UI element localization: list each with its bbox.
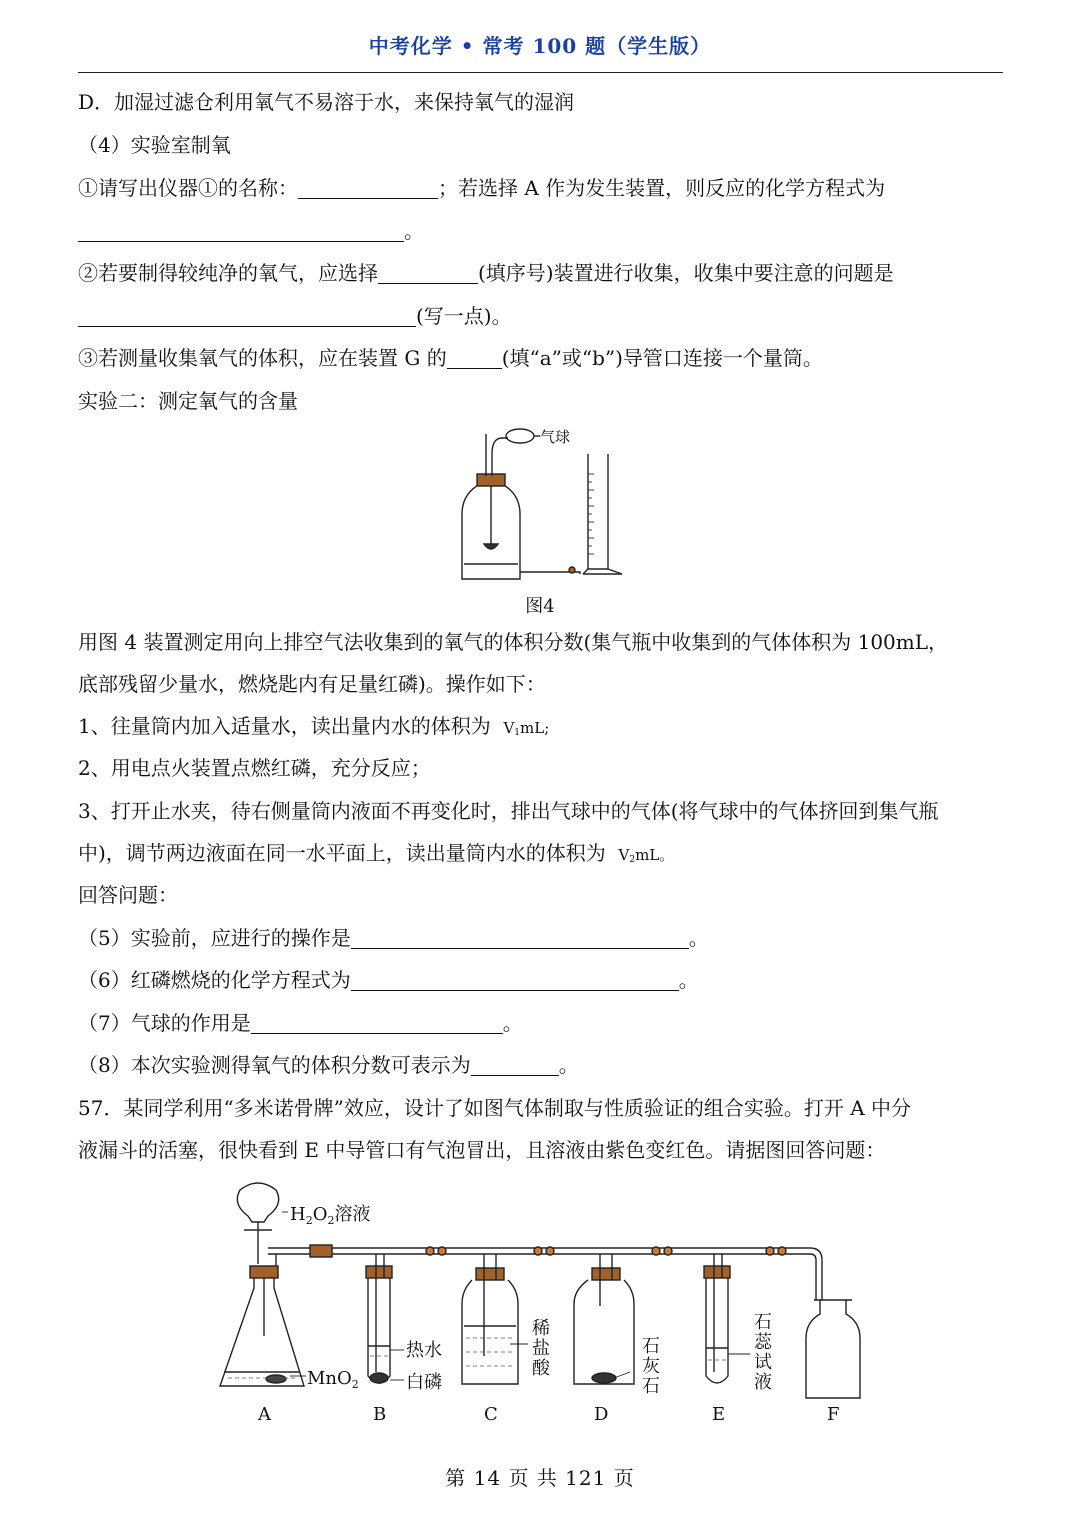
answer-blank[interactable]	[351, 970, 679, 991]
text-segment: 。	[558, 1053, 579, 1077]
apparatus-letter-f: F	[827, 1404, 840, 1425]
bottle-f	[806, 1300, 860, 1398]
dilute-hcl-label-1: 稀	[532, 1318, 550, 1339]
header-rule	[78, 72, 1003, 73]
text-line	[78, 342, 823, 371]
h2o2-label: $H_2O_2$溶液	[290, 1204, 371, 1227]
text-segment: （7）气球的作用是	[78, 1011, 251, 1035]
text-segment: 2	[629, 855, 636, 865]
balloon	[506, 429, 534, 443]
text-segment: mL。	[635, 846, 675, 864]
balloon-label: 气球	[540, 428, 571, 446]
text-segment: V	[618, 846, 630, 864]
text-line	[78, 710, 549, 739]
text-segment: ①请写出仪器①的名称：	[78, 176, 298, 200]
text-line: 液漏斗的活塞，很快看到 E 中导管口有气泡冒出，且溶液由紫色变红色。请据图回答问题：	[78, 1138, 886, 1162]
figure-57-apparatus	[210, 1176, 880, 1430]
text-line: 用图 4 装置测定用向上排空气法收集到的氧气的体积分数(集气瓶中收集到的气体体积为 100mL，	[78, 630, 949, 654]
text-segment: (写一点)。	[416, 304, 512, 328]
text-line: 3、打开止水夹，待右侧量筒内液面不再变化时，排出气球中的气体(将气球中的气体挤回到集气瓶	[78, 799, 939, 823]
text-segment: V	[503, 719, 515, 737]
text-line: 2、用电点火装置点燃红磷，充分反应；	[78, 756, 431, 780]
text-segment: (填序号)装置进行收集，收集中要注意的问题是	[478, 261, 894, 285]
text-segment: （5）实验前，应进行的操作是	[78, 926, 351, 950]
apparatus-letter-a: A	[258, 1404, 271, 1425]
text-line: 底部残留少量水，燃烧匙内有足量红磷)。操作如下：	[78, 672, 546, 696]
limestone-label-2: 灰	[642, 1356, 660, 1377]
measuring-cylinder	[588, 454, 608, 569]
text-line: 实验二：测定氧气的含量	[78, 389, 298, 413]
figure-4-apparatus	[440, 424, 640, 592]
litmus-label-4: 液	[754, 1372, 772, 1393]
separatory-funnel	[237, 1183, 278, 1222]
text-line	[78, 1007, 523, 1036]
text-segment: ；若选择 A 作为发生装置，则反应的化学方程式为	[438, 176, 886, 200]
text-line	[78, 257, 894, 286]
bottle-c	[462, 1280, 518, 1384]
answer-blank[interactable]	[251, 1013, 503, 1034]
text-line	[78, 215, 424, 244]
text-line	[78, 964, 699, 993]
white-phosphorus-label: 白磷	[406, 1372, 442, 1393]
text-segment: 。	[502, 1011, 523, 1035]
apparatus-letter-d: D	[594, 1404, 609, 1425]
text-segment: ②若要制得较纯净的氧气，应选择	[78, 261, 378, 285]
text-segment: 1	[514, 728, 521, 738]
combustion-spoon	[484, 544, 498, 549]
answer-blank[interactable]	[78, 221, 404, 242]
text-segment: 。	[678, 968, 699, 992]
text-segment: （6）红磷燃烧的化学方程式为	[78, 968, 351, 992]
text-line	[78, 172, 885, 201]
answer-blank[interactable]	[447, 348, 502, 369]
answer-blank[interactable]	[378, 263, 478, 284]
text-line	[78, 837, 674, 866]
mno2-label: MnO$_2$	[307, 1368, 359, 1391]
text-segment: （8）本次实验测得氧气的体积分数可表示为	[78, 1053, 471, 1077]
text-line: 回答问题：	[78, 883, 178, 907]
text-line	[78, 300, 512, 329]
litmus-label-2: 蕊	[754, 1332, 772, 1353]
apparatus-letter-e: E	[712, 1404, 726, 1425]
answer-blank[interactable]	[471, 1055, 559, 1076]
conical-flask	[220, 1278, 304, 1386]
text-segment: 。	[688, 926, 709, 950]
text-line: D．加湿过滤仓利用氧气不易溶于水，来保持氧气的湿润	[78, 90, 575, 114]
test-tube-e	[706, 1278, 728, 1383]
text-line	[78, 922, 709, 951]
limestone-label-1: 石	[642, 1336, 660, 1357]
text-segment: 。	[404, 219, 424, 243]
text-line: 57．某同学利用“多米诺骨牌”效应，设计了如图气体制取与性质验证的组合实验。打开 A 中分	[78, 1096, 912, 1120]
text-segment: (填“a”或“b”)导管口连接一个量筒。	[501, 346, 823, 370]
test-tube-b	[368, 1278, 390, 1383]
hot-water-label: 热水	[406, 1340, 442, 1361]
apparatus-letter-b: B	[373, 1404, 387, 1425]
bottle-d	[574, 1280, 634, 1384]
text-segment: 中)，调节两边液面在同一水平面上，读出量筒内水的体积为	[78, 841, 606, 865]
answer-blank[interactable]	[351, 928, 689, 949]
text-segment: 1、往量筒内加入适量水，读出量内水的体积为	[78, 714, 491, 738]
text-segment: ③若测量收集氧气的体积，应在装置 G 的	[78, 346, 447, 370]
text-line: （4）实验室制氧	[78, 133, 231, 157]
page-footer: 第 14 页 共 121 页	[445, 1466, 635, 1490]
figure-4-caption: 图4	[525, 596, 555, 617]
dilute-hcl-label-2: 盐	[532, 1338, 550, 1359]
answer-blank[interactable]	[78, 306, 416, 327]
jar-stopper	[477, 474, 505, 486]
litmus-label-1: 石	[754, 1312, 772, 1333]
text-line	[78, 1049, 579, 1078]
dilute-hcl-label-3: 酸	[532, 1358, 550, 1379]
answer-blank[interactable]	[298, 178, 438, 199]
apparatus-letter-c: C	[484, 1404, 498, 1425]
litmus-label-3: 试	[754, 1352, 772, 1373]
limestone-label-3: 石	[642, 1376, 660, 1397]
text-segment: mL;	[520, 719, 550, 737]
page-header-title: 中考化学 • 常考 100 题（学生版）	[368, 34, 712, 58]
